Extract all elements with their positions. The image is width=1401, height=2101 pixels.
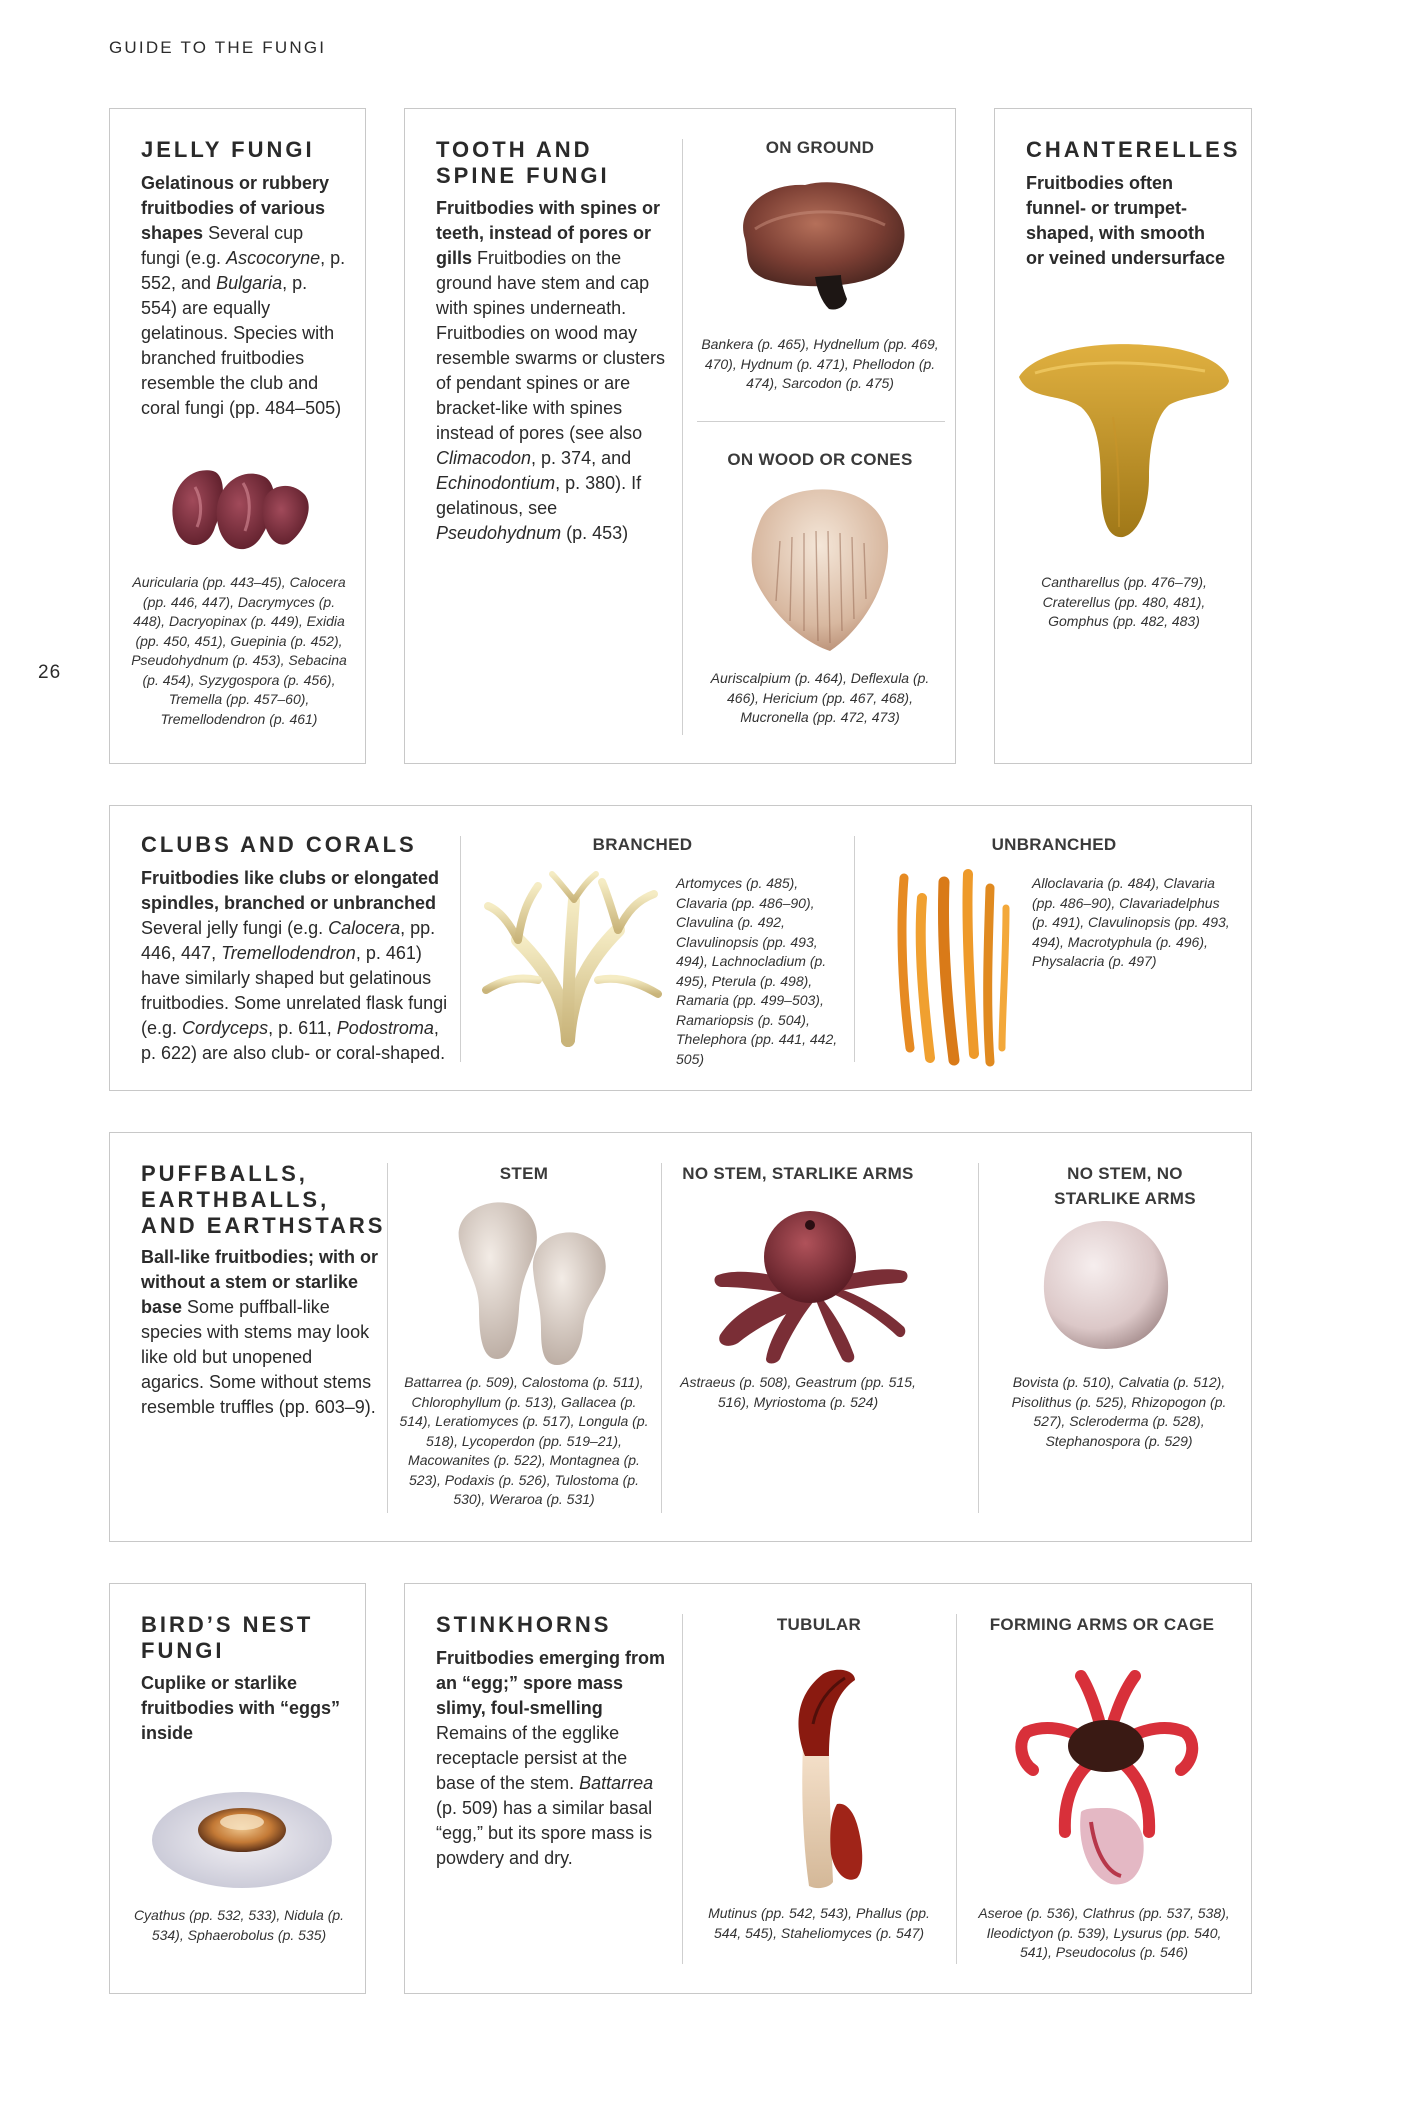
column-divider xyxy=(682,1614,683,1964)
ear-shaped-jelly-fungus-icon xyxy=(165,457,315,565)
section-title: PUFFBALLS, EARTHBALLS, AND EARTHSTARS xyxy=(141,1161,386,1238)
column-divider xyxy=(661,1163,662,1513)
genus-caption: Aseroe (p. 536), Clathrus (pp. 537, 538), Ileodictyon (p. 539), Lysurus (pp. 540, 541), Pseudocolus (p. 546) xyxy=(978,1905,1230,1960)
genus-caption: Battarrea (p. 509), Calostoma (p. 511), Chlorophyllum (p. 513), Gallacea (p. 514), Leratiomyces (p. 517), Longula (p. 518), Lycoperdon (pp. 519–21), Macowanites (p. 522), Montagnea (p. 523), Podaxis (p. 526), Tulostoma (p. 530), Weraroa (p. 531) xyxy=(399,1374,649,1507)
column-divider xyxy=(854,836,855,1062)
page-number: 26 xyxy=(38,662,62,683)
description-text: Cordyceps xyxy=(182,1018,269,1038)
genus-caption: Bankera (p. 465), Hydnellum (pp. 469, 470), Hydnum (p. 471), Phellodon (p. 474), Sarcodon (p. 475) xyxy=(701,336,939,391)
genus-caption: Mutinus (pp. 542, 543), Phallus (pp. 544, 545), Staheliomyces (p. 547) xyxy=(708,1905,930,1941)
jelly-fungi-panel xyxy=(109,108,366,764)
section-description xyxy=(141,171,346,421)
column-divider xyxy=(682,139,683,735)
subsection-title: ON WOOD OR CONES xyxy=(727,450,913,469)
section-lead: Gelatinous or rubbery fruitbodies of various shapes xyxy=(141,173,330,243)
section-title: STINKHORNS xyxy=(436,1612,612,1637)
description-text: Calocera xyxy=(328,918,401,938)
subsection-title: BRANCHED xyxy=(592,835,693,854)
subsection-title: FORMING ARMS OR CAGE xyxy=(989,1615,1215,1634)
description-text: (p. 453) xyxy=(561,523,629,543)
description-text: Tremellodendron xyxy=(221,943,356,963)
description-text: , p. 554) are equally gelatinous. Species with branched fruitbodies resemble the club and coral fungi (pp. 484–505) xyxy=(141,273,342,418)
description-text: Fruitbodies on the ground have stem and cap with spines underneath. Fruitbodies on wood may resemble swarms or clusters of pendant spines or are bracket-like with spines instead of pores (see also xyxy=(436,248,666,443)
description-text: , p. 380). If gelatinous, see xyxy=(436,473,642,518)
description-text: Several jelly fungi (e.g. xyxy=(141,918,329,938)
section-lead: Fruitbodies with spines or teeth, instead of pores or gills xyxy=(436,198,661,268)
chanterelles-panel xyxy=(994,108,1252,764)
description-text: , p. 374, and xyxy=(531,448,632,468)
description-text: Remains of the egglike receptacle persist at the base of the stem. xyxy=(436,1723,628,1793)
section-lead: Cuplike or starlike fruitbodies with “eggs” inside xyxy=(141,1673,341,1743)
description-text: Battarrea xyxy=(579,1773,654,1793)
ground-tooth-fungus-icon xyxy=(725,169,915,319)
section-title: CLUBS AND CORALS xyxy=(141,832,417,857)
section-lead: Fruitbodies often funnel- or trumpet-shaped, with smooth or veined undersurface xyxy=(1026,173,1226,268)
birds-nest-fungi-panel xyxy=(109,1583,366,1994)
running-head: GUIDE TO THE FUNGI xyxy=(109,38,327,57)
description-text: Climacodon xyxy=(436,448,532,468)
hericium-spine-fungus-icon xyxy=(730,481,905,661)
section-description xyxy=(141,1245,379,1420)
cage-stinkhorn-icon xyxy=(1011,1662,1201,1892)
earthstar-icon xyxy=(710,1195,910,1365)
column-divider xyxy=(978,1163,979,1513)
description-text: , p. 461) have similarly shaped but gelatinous fruitbodies. Some unrelated flask fungi (e.g. xyxy=(141,943,448,1038)
genus-caption: Artomyces (p. 485), Clavaria (pp. 486–90), Clavulina (p. 492, Clavulinopsis (pp. 493, 494), Lachnocladium (p. 495), Pterula (p. 498), Ramaria (pp. 499–503), Ramariopsis (p. 504), Thelephora (pp. 441, 442, 505) xyxy=(676,875,838,1067)
genus-caption: Cyathus (pp. 532, 533), Nidula (p. 534), Sphaerobolus (p. 535) xyxy=(133,1907,345,1943)
description-text: Bulgaria xyxy=(216,273,283,293)
stemmed-puffball-icon xyxy=(445,1199,615,1369)
section-title: JELLY FUNGI xyxy=(141,137,315,162)
description-text: Some puffball-like species with stems may look like old but unopened agarics. Some without stems resemble truffles (pp. 603–9). xyxy=(141,1297,376,1417)
column-divider xyxy=(460,836,461,1062)
description-text: Echinodontium xyxy=(436,473,556,493)
clubs-corals-panel xyxy=(109,805,1252,1091)
description-text: Ascocoryne xyxy=(226,248,321,268)
stinkhorns-panel xyxy=(404,1583,1252,1994)
section-description xyxy=(1026,171,1226,271)
section-description xyxy=(436,1646,666,1871)
genus-caption: Auriscalpium (p. 464), Deflexula (p. 466), Hericium (pp. 467, 468), Mucronella (pp. 472, 473) xyxy=(710,670,930,725)
column-divider xyxy=(387,1163,388,1513)
section-title: BIRD’S NEST FUNGI xyxy=(141,1612,314,1663)
section-lead: Fruitbodies like clubs or elongated spindles, branched or unbranched xyxy=(141,868,440,913)
description-text: , p. 622) are also club- or coral-shaped. xyxy=(141,1018,446,1063)
genus-caption: Alloclavaria (p. 484), Clavaria (pp. 486–90), Clavariadelphus (p. 491), Clavulinopsis (pp. 493, 494), Macrotyphula (p. 496), Physalacria (p. 497) xyxy=(1032,875,1230,969)
coral-fungus-icon xyxy=(478,870,666,1050)
section-description xyxy=(141,866,451,1066)
section-title: CHANTERELLES xyxy=(1026,137,1241,162)
section-description xyxy=(141,1671,346,1746)
subsection-title: ON GROUND xyxy=(765,138,875,157)
section-title: TOOTH AND SPINE FUNGI xyxy=(436,137,610,188)
tubular-stinkhorn-icon xyxy=(773,1664,873,1894)
tooth-spine-fungi-panel xyxy=(404,108,956,764)
puffball-icon xyxy=(1036,1215,1176,1355)
section-lead: Fruitbodies emerging from an “egg;” spore mass slimy, foul-smelling xyxy=(436,1648,666,1718)
subsection-title: NO STEM, STARLIKE ARMS xyxy=(682,1164,914,1183)
description-text: Several cup fungi (e.g. xyxy=(141,223,304,268)
description-text: , pp. 446, 447, xyxy=(141,918,436,963)
chanterelle-icon xyxy=(1015,337,1233,547)
row-divider xyxy=(697,421,945,422)
genus-caption: Astraeus (p. 508), Geastrum (pp. 515, 516), Myriostoma (p. 524) xyxy=(680,1374,916,1410)
puffballs-panel xyxy=(109,1132,1252,1542)
genus-caption: Cantharellus (pp. 476–79), Craterellus (pp. 480, 481), Gomphus (pp. 482, 483) xyxy=(1041,574,1207,629)
subsection-title: TUBULAR xyxy=(776,1615,862,1634)
description-text: , p. 552, and xyxy=(141,248,346,293)
section-description xyxy=(436,196,666,546)
birds-nest-fungus-icon xyxy=(150,1780,334,1890)
subsection-title: NO STEM, NO STARLIKE ARMS xyxy=(1054,1164,1196,1208)
column-divider xyxy=(956,1614,957,1964)
club-fungus-icon xyxy=(890,868,1014,1068)
subsection-title: UNBRANCHED xyxy=(991,835,1117,854)
description-text: Podostroma xyxy=(336,1018,434,1038)
genus-caption: Auricularia (pp. 443–45), Calocera (pp. 446, 447), Dacrymyces (p. 448), Dacryopinax (p. 449), Exidia (pp. 450, 451), Guepinia (p. 452), Pseudohydnum (p. 453), Sebacina (p. 454), Syzygospora (p. 456), Tremella (pp. 457–60), Tremellodendron (p. 461) xyxy=(131,574,347,727)
description-text: (p. 509) has a similar basal “egg,” but its spore mass is powdery and dry. xyxy=(436,1798,653,1868)
description-text: Pseudohydnum xyxy=(436,523,562,543)
description-text: , p. 611, xyxy=(268,1018,337,1038)
section-lead: Ball-like fruitbodies; with or without a stem or starlike base xyxy=(141,1247,379,1317)
genus-caption: Bovista (p. 510), Calvatia (p. 512), Pisolithus (p. 525), Rhizopogon (p. 527), Scleroderma (p. 528), Stephanospora (p. 529) xyxy=(1011,1374,1227,1449)
subsection-title: STEM xyxy=(499,1164,549,1183)
